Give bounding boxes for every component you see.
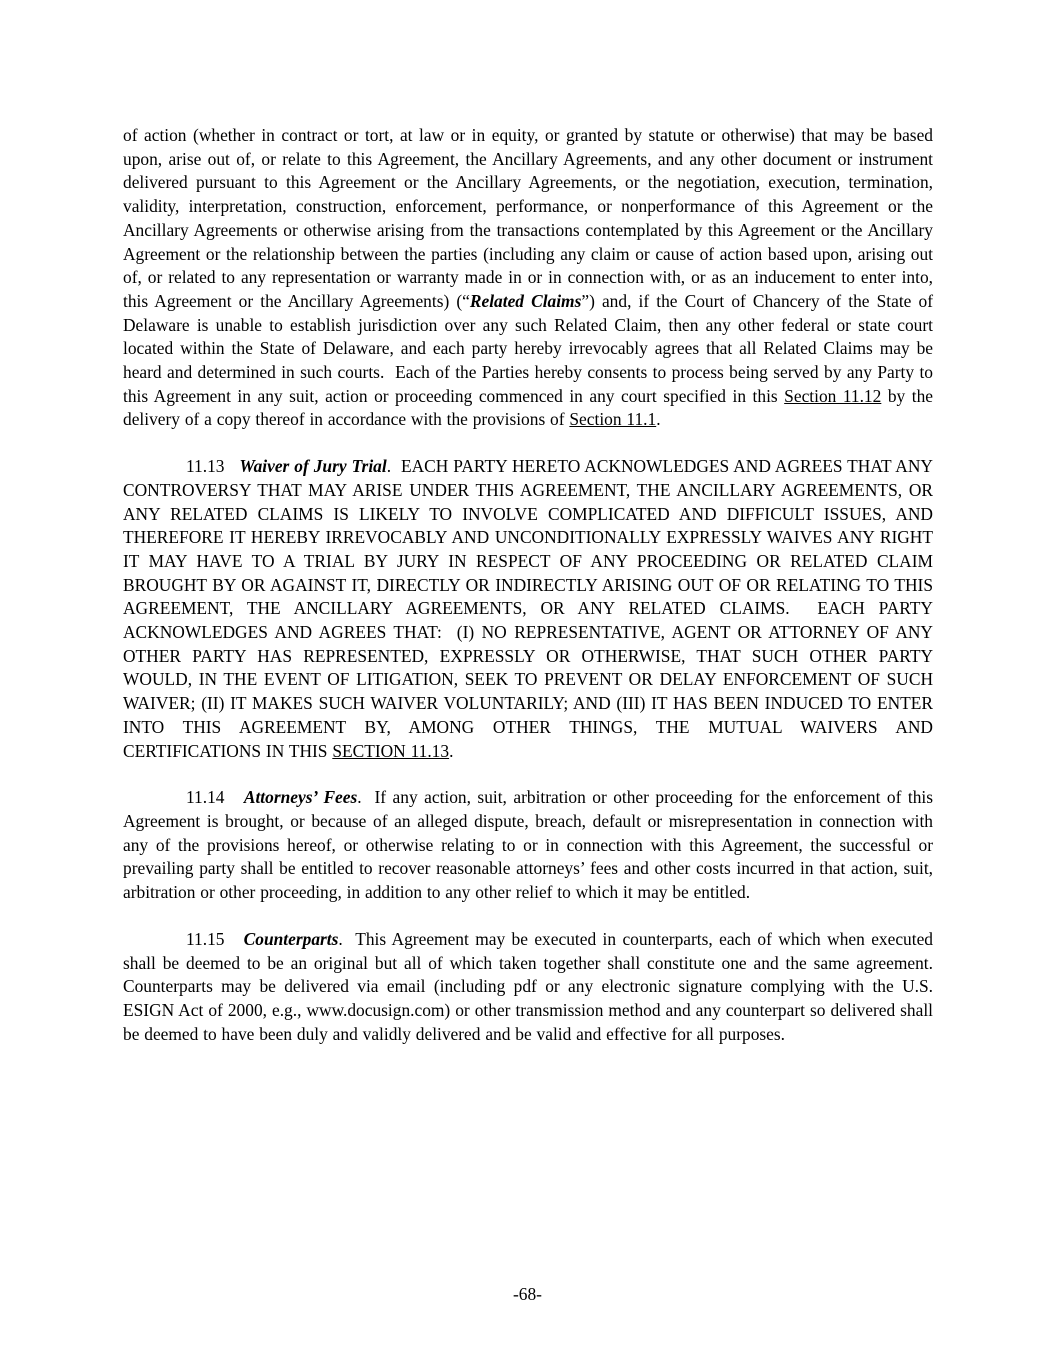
text-run: 11.14 [186, 787, 244, 808]
text-run: ”) and, if the Court of Chancery of the State of Delaware is unable to establish jurisdiction over any such Related Claim, then any other federal or state court located within the State of Delaware, and each party hereby irrevocably agrees that all Related Claims may be heard and determined in such courts. Each of the Parties hereby consents to process being served by any Party to this Agreement in any suit, action or proceeding commenced in any court specified in this [123, 290, 938, 406]
text-run: 11.15 [186, 928, 244, 949]
text-run: . [656, 409, 661, 430]
text-run: Waiver of Jury Trial [239, 456, 387, 477]
paragraph-section-11-15-counterparts [123, 928, 943, 1047]
text-run: Section 11.1 [569, 409, 657, 430]
text-run: . EACH PARTY HERETO ACKNOWLEDGES AND AGREES THAT ANY CONTROVERSY THAT MAY ARISE UNDER THIS AGREEMENT, THE ANCILLARY AGREEMENTS, OR ANY RELATED CLAIMS IS LIKELY TO INVOLVE COMPLICATED AND DIFFICULT ISSUES, AND THEREFORE IT HEREBY IRREVOCABLY AND UNCONDITIONALLY EXPRESSLY WAIVES ANY RIGHT IT MAY HAVE TO A TRIAL BY JURY IN RESPECT OF ANY PROCEEDING OR RELATED CLAIM BROUGHT BY OR AGAINST IT, DIRECTLY OR INDIRECTLY ARISING OUT OF OR RELATING TO THIS AGREEMENT, THE ANCILLARY AGREEMENTS, OR ANY RELATED CLAIMS. EACH PARTY ACKNOWLEDGES AND AGREES THAT: (I) NO REPRESENTATIVE, AGENT OR ATTORNEY OF ANY OTHER PARTY HAS REPRESENTED, EXPRESSLY OR OTHERWISE, THAT SUCH OTHER PARTY WOULD, IN THE EVENT OF LITIGATION, SEEK TO PREVENT OR DELAY ENFORCEMENT OF SUCH WAIVER; (II) IT MAKES SUCH WAIVER VOLUNTARILY; AND (III) IT HAS BEEN INDUCED TO ENTER INTO THIS AGREEMENT BY, AMONG OTHER THINGS, THE MUTUAL WAIVERS AND CERTIFICATIONS IN THIS [123, 456, 938, 761]
paragraph-section-11-14-attorneys-fees [123, 786, 938, 905]
text-run: of action (whether in contract or tort, at law or in equity, or granted by statute or otherwise) that may be based upon, arise out of, or relate to this Agreement, the Ancillary Agreements, and any other document or instrument delivered pursuant to this Agreement or the Ancillary Agreements, or the negotiation, execution, termination, validity, interpretation, construction, enforcement, performance, or nonperformance of this Agreement or the Ancillary Agreements or otherwise arising from the transactions contemplated by this Agreement or the Ancillary Agreement or the relationship between the parties (including any claim or cause of action based upon, arising out of, or related to any representation or warranty made in or in connection with, or as an inducement to enter into, this Agreement or the Ancillary Agreements) (“ [123, 125, 938, 311]
page-number: -68- [513, 1284, 542, 1305]
text-run: Counterparts [243, 928, 339, 949]
text-run: 11.13 [186, 456, 240, 477]
document-body [123, 124, 943, 1046]
text-run: SECTION 11.13 [332, 740, 450, 761]
text-run: Section 11.12 [784, 385, 882, 406]
paragraph-section-11-13-waiver-of-jury-trial [123, 455, 938, 763]
text-run: Related Claims [469, 290, 582, 311]
text-run: . This Agreement may be executed in counterparts, each of which when executed shall be deemed to be an original but all of which taken together shall constitute one and the same agreement. Counterparts may be delivered via email (including pdf or any electronic signature complying with the U.S. ESIGN Act of 2000, e.g., www.docusign.com) or other transmission method and any counterpart so delivered shall be deemed to have been duly and validly delivered and be valid and effective for all purposes. [123, 928, 943, 1044]
paragraph-jurisdiction-continuation [123, 124, 938, 432]
text-run: . [449, 740, 454, 761]
text-run: Attorneys’ Fees [243, 787, 358, 808]
page-footer [0, 1283, 1055, 1307]
text-run: by the delivery of a copy thereof in accordance with the provisions of [123, 385, 938, 430]
text-run: . If any action, suit, arbitration or other proceeding for the enforcement of this Agreement is brought, or because of an alleged dispute, breach, default or misrepresentation in connection with any of the provisions hereof, or otherwise relating to or in connection with this Agreement, the successful or prevailing party shall be entitled to recover reasonable attorneys’ fees and other costs incurred in that action, suit, arbitration or other proceeding, in addition to any other relief to which it may be entitled. [123, 787, 938, 903]
